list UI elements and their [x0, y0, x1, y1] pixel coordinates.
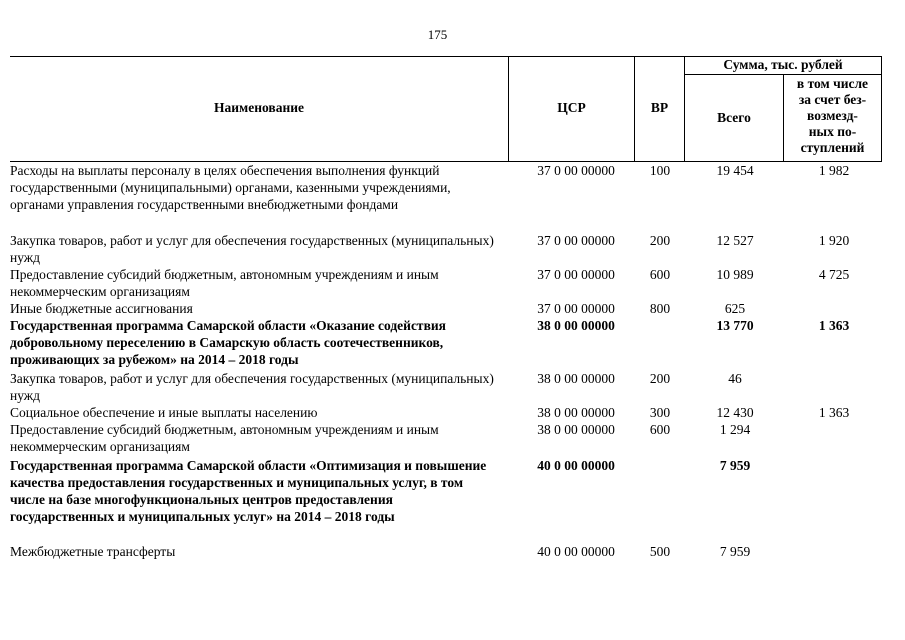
row-incl: 1 363: [818, 405, 850, 420]
header-sum-group: Сумма, тыс. рублей: [723, 57, 843, 72]
row-total: 10 989: [716, 267, 754, 282]
row-total: 1 294: [719, 422, 751, 437]
header-vr: ВР: [650, 100, 669, 115]
row-vr: 200: [649, 233, 671, 248]
header-total: Всего: [717, 110, 751, 125]
row-name: Иные бюджетные ассигнования: [10, 301, 193, 316]
row-vr: 200: [649, 371, 671, 386]
row-csr: 37 0 00 00000: [537, 267, 615, 282]
row-total: 19 454: [716, 163, 754, 178]
row-total: 13 770: [716, 318, 754, 333]
row-total: 625: [724, 301, 746, 316]
table-row: [0, 543, 905, 560]
row-total: 7 959: [719, 544, 751, 559]
row-name: Социальное обеспечение и иные выплаты населению: [10, 405, 318, 420]
row-csr: 37 0 00 00000: [537, 233, 615, 248]
row-vr: 800: [649, 301, 671, 316]
row-name: Предоставление субсидий бюджетным, автономным учреждениям и иным некоммерческим организациям: [10, 267, 439, 299]
row-total: 7 959: [719, 458, 751, 473]
row-name: Расходы на выплаты персоналу в целях обеспечения выполнения функций государственными (муниципальными) органами, казенными учреждениями, органами управления государственными внебюджетными фондами: [10, 163, 451, 212]
row-total: 12 430: [716, 405, 754, 420]
page-number: 175: [427, 27, 448, 42]
row-incl: 1 982: [818, 163, 850, 178]
row-csr: 38 0 00 00000: [537, 405, 615, 420]
table-row-program: [0, 457, 905, 543]
table-row-program: [0, 317, 905, 368]
row-name: Межбюджетные трансферты: [10, 544, 176, 559]
header-incl-line: в том числе: [796, 76, 869, 91]
table-row: [0, 266, 905, 300]
row-csr: 38 0 00 00000: [537, 371, 615, 386]
row-incl: 1 363: [818, 318, 850, 333]
header-incl-line: за счет без-: [798, 92, 867, 107]
row-csr: 37 0 00 00000: [537, 301, 615, 316]
row-vr: 500: [649, 544, 671, 559]
row-csr: 40 0 00 00000: [537, 544, 615, 559]
row-name: Закупка товаров, работ и услуг для обеспечения государственных (муниципальных) нужд: [10, 233, 494, 265]
header-incl-line: ступлений: [800, 140, 865, 155]
row-total: 46: [728, 371, 742, 386]
row-csr: 38 0 00 00000: [537, 318, 615, 333]
header-col-divider: [881, 56, 882, 162]
row-name: Закупка товаров, работ и услуг для обеспечения государственных (муниципальных) нужд: [10, 371, 494, 403]
row-vr: 600: [649, 267, 671, 282]
header-incl-line: ных по-: [808, 124, 857, 139]
table-row: [0, 421, 905, 455]
header-csr: ЦСР: [557, 100, 586, 115]
row-vr: 600: [649, 422, 671, 437]
row-vr: 300: [649, 405, 671, 420]
row-incl: 1 920: [818, 233, 850, 248]
row-csr: 40 0 00 00000: [537, 458, 615, 473]
row-name: Государственная программа Самарской области «Оптимизация и повышение качества предоставления государственных и муниципальных услуг, в том числе на базе многофункциональных центров предоставления государственных и муниципальных услуг» на 2014 – 2018 годы: [10, 458, 487, 524]
row-name: Государственная программа Самарской области «Оказание содействия добровольному переселению в Самарскую область соотечественников, проживающих за рубежом» на 2014 – 2018 годы: [10, 318, 446, 367]
header-incl: [784, 76, 881, 156]
header-name: Наименование: [214, 100, 304, 115]
row-incl: 4 725: [818, 267, 850, 282]
table-row: [0, 370, 905, 404]
table-row: [0, 404, 905, 421]
table-header: [10, 56, 882, 162]
row-csr: 37 0 00 00000: [537, 163, 615, 178]
table-row: [0, 162, 905, 232]
row-total: 12 527: [716, 233, 754, 248]
row-name: Предоставление субсидий бюджетным, автономным учреждениям и иным некоммерческим организациям: [10, 422, 439, 454]
table-row: [0, 300, 905, 317]
header-incl-line: возмезд-: [807, 108, 858, 123]
row-csr: 38 0 00 00000: [537, 422, 615, 437]
table-row: [0, 232, 905, 266]
row-vr: 100: [649, 163, 671, 178]
